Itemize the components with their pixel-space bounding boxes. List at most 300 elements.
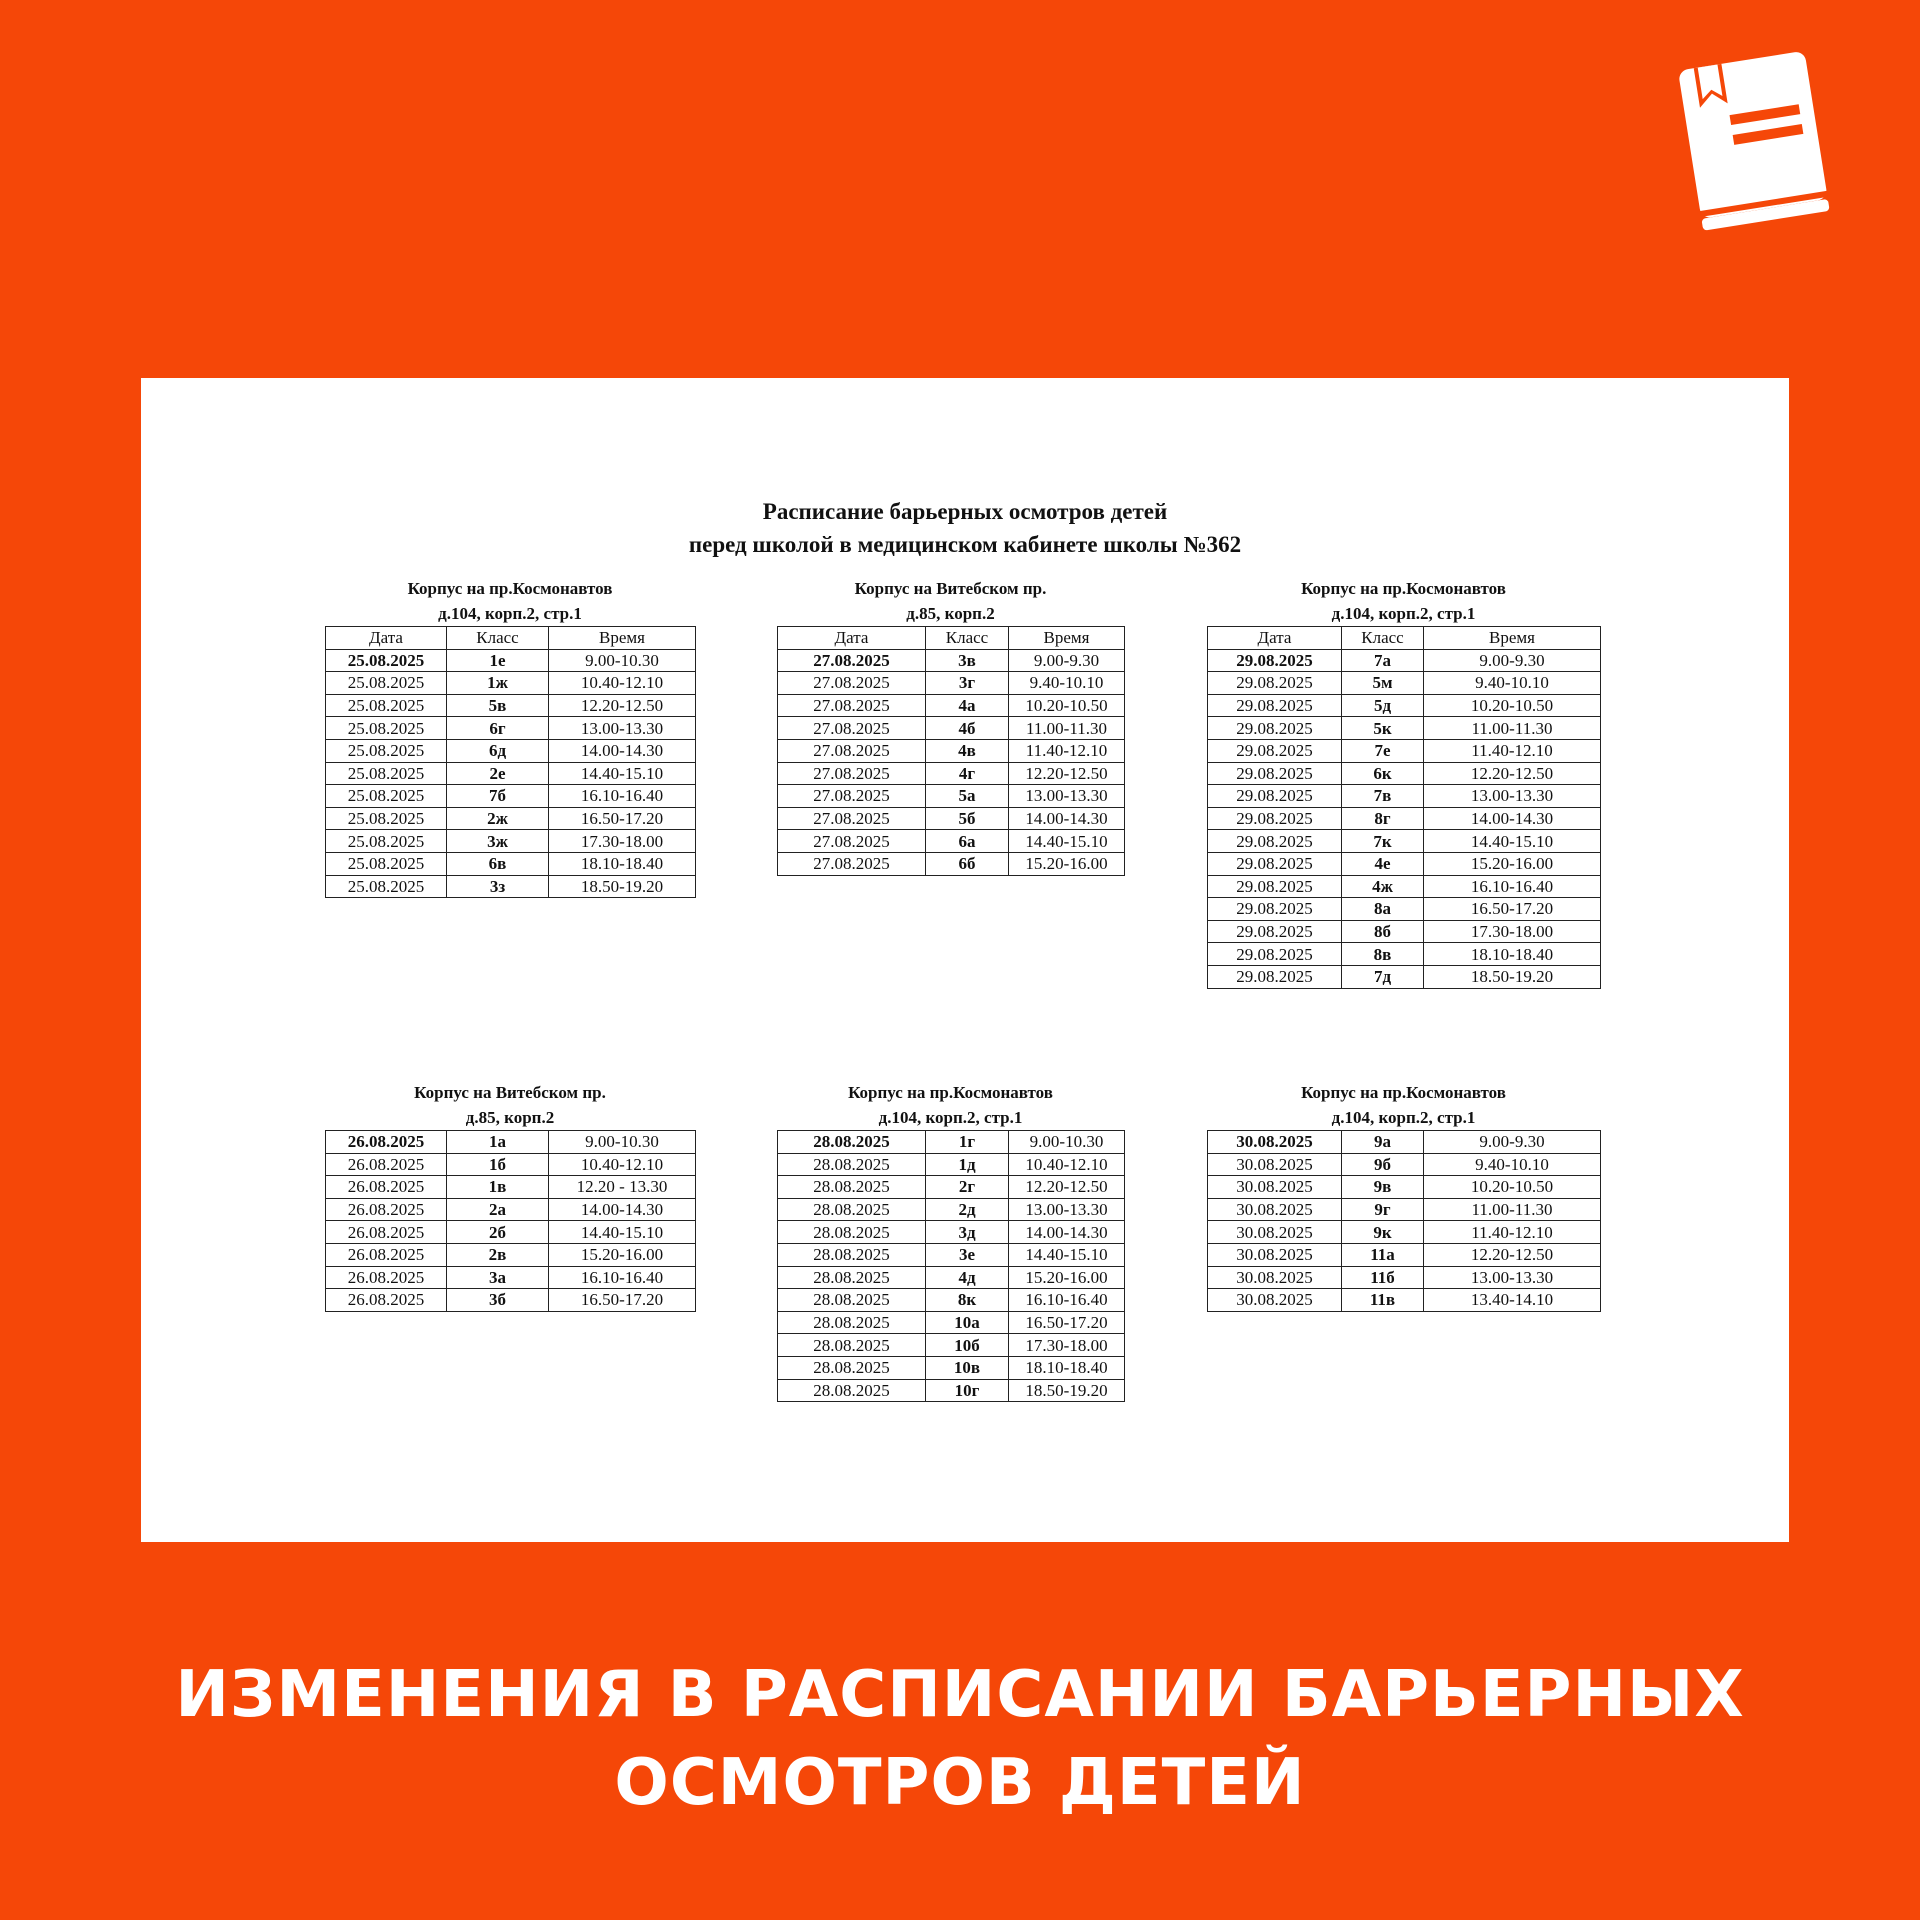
cell-class: 3д <box>926 1221 1009 1244</box>
cell-class: 8в <box>1342 943 1424 966</box>
cell-time: 12.20-12.50 <box>1424 762 1601 785</box>
cell-time: 11.40-12.10 <box>1009 739 1125 762</box>
table-row <box>1208 943 1601 966</box>
table-row <box>778 762 1125 785</box>
cell-date: 25.08.2025 <box>326 717 447 740</box>
cell-class: 10в <box>926 1356 1009 1379</box>
cell-class: 6к <box>1342 762 1424 785</box>
cell-date: 27.08.2025 <box>778 852 926 875</box>
table-row <box>778 672 1125 695</box>
cell-time: 14.00-14.30 <box>1009 807 1125 830</box>
cell-date: 25.08.2025 <box>326 785 447 808</box>
table-header-row <box>778 627 1125 650</box>
cell-date: 29.08.2025 <box>1208 672 1342 695</box>
table-row <box>326 649 696 672</box>
cell-date: 30.08.2025 <box>1208 1153 1342 1176</box>
schedule-table <box>777 626 1125 876</box>
cell-date: 28.08.2025 <box>778 1266 926 1289</box>
cell-time: 17.30-18.00 <box>549 830 696 853</box>
table-row <box>1208 1266 1601 1289</box>
cell-time: 14.40-15.10 <box>549 1221 696 1244</box>
cell-time: 16.10-16.40 <box>1424 875 1601 898</box>
cell-date: 25.08.2025 <box>326 807 447 830</box>
cell-time: 18.50-19.20 <box>549 875 696 898</box>
cell-date: 26.08.2025 <box>326 1266 447 1289</box>
cell-time: 14.40-15.10 <box>1424 830 1601 853</box>
cell-date: 28.08.2025 <box>778 1356 926 1379</box>
cell-date: 30.08.2025 <box>1208 1243 1342 1266</box>
cell-class: 9а <box>1342 1131 1424 1154</box>
table-row <box>1208 1131 1601 1154</box>
cell-time: 10.20-10.50 <box>1009 694 1125 717</box>
cell-time: 10.20-10.50 <box>1424 694 1601 717</box>
cell-time: 16.50-17.20 <box>1009 1311 1125 1334</box>
schedule-block-27-08 <box>777 576 1125 876</box>
cell-class: 6д <box>447 739 549 762</box>
cell-date: 30.08.2025 <box>1208 1266 1342 1289</box>
cell-date: 26.08.2025 <box>326 1198 447 1221</box>
cell-class: 6в <box>447 852 549 875</box>
cell-class: 4д <box>926 1266 1009 1289</box>
cell-time: 12.20-12.50 <box>1424 1243 1601 1266</box>
block-caption-line2: д.104, корп.2, стр.1 <box>1331 1108 1476 1127</box>
table-row <box>778 1334 1125 1357</box>
cell-time: 14.00-14.30 <box>1424 807 1601 830</box>
cell-time: 15.20-16.00 <box>1424 852 1601 875</box>
cell-time: 9.40-10.10 <box>1009 672 1125 695</box>
cell-date: 29.08.2025 <box>1208 739 1342 762</box>
cell-time: 16.10-16.40 <box>549 1266 696 1289</box>
cell-time: 9.40-10.10 <box>1424 672 1601 695</box>
table-row <box>1208 694 1601 717</box>
block-caption-line1: Корпус на Витебском пр. <box>854 579 1047 598</box>
column-header-time: Время <box>1424 627 1601 650</box>
cell-date: 29.08.2025 <box>1208 762 1342 785</box>
cell-class: 11в <box>1342 1289 1424 1312</box>
cell-class: 3г <box>926 672 1009 695</box>
cell-date: 28.08.2025 <box>778 1198 926 1221</box>
cell-date: 29.08.2025 <box>1208 965 1342 988</box>
cell-date: 27.08.2025 <box>778 649 926 672</box>
table-header-row <box>326 627 696 650</box>
cell-class: 3б <box>447 1289 549 1312</box>
table-row <box>326 739 696 762</box>
table-row <box>326 830 696 853</box>
cell-time: 17.30-18.00 <box>1424 920 1601 943</box>
cell-class: 6б <box>926 852 1009 875</box>
table-row <box>778 739 1125 762</box>
table-row <box>326 1289 696 1312</box>
cell-class: 10г <box>926 1379 1009 1402</box>
table-row <box>326 694 696 717</box>
schedule-table <box>1207 626 1601 989</box>
schedule-document <box>141 378 1789 1542</box>
cell-class: 2г <box>926 1176 1009 1199</box>
table-row <box>1208 965 1601 988</box>
cell-class: 5м <box>1342 672 1424 695</box>
cell-date: 26.08.2025 <box>326 1243 447 1266</box>
page-heading <box>0 1651 1920 1827</box>
cell-date: 27.08.2025 <box>778 694 926 717</box>
cell-date: 29.08.2025 <box>1208 694 1342 717</box>
cell-time: 14.40-15.10 <box>549 762 696 785</box>
cell-class: 5а <box>926 785 1009 808</box>
cell-time: 10.40-12.10 <box>549 672 696 695</box>
table-row <box>326 1243 696 1266</box>
table-row <box>326 1153 696 1176</box>
cell-date: 28.08.2025 <box>778 1334 926 1357</box>
cell-date: 26.08.2025 <box>326 1289 447 1312</box>
cell-class: 2в <box>447 1243 549 1266</box>
cell-class: 3в <box>926 649 1009 672</box>
table-row <box>1208 807 1601 830</box>
cell-date: 29.08.2025 <box>1208 649 1342 672</box>
cell-class: 1а <box>447 1131 549 1154</box>
cell-class: 1д <box>926 1153 1009 1176</box>
cell-class: 5д <box>1342 694 1424 717</box>
block-caption-line1: Корпус на пр.Космонавтов <box>407 579 613 598</box>
cell-date: 27.08.2025 <box>778 762 926 785</box>
cell-time: 16.50-17.20 <box>549 1289 696 1312</box>
table-row <box>778 1153 1125 1176</box>
cell-date: 28.08.2025 <box>778 1289 926 1312</box>
table-row <box>778 785 1125 808</box>
cell-class: 1в <box>447 1176 549 1199</box>
cell-date: 25.08.2025 <box>326 694 447 717</box>
cell-time: 13.00-13.30 <box>1009 785 1125 808</box>
table-row <box>326 1176 696 1199</box>
cell-class: 3е <box>926 1243 1009 1266</box>
block-caption-line2: д.104, корп.2, стр.1 <box>1331 604 1476 623</box>
schedule-table <box>1207 1130 1601 1312</box>
cell-class: 2е <box>447 762 549 785</box>
cell-date: 29.08.2025 <box>1208 920 1342 943</box>
table-row <box>1208 1198 1601 1221</box>
block-caption-line2: д.104, корп.2, стр.1 <box>878 1108 1023 1127</box>
schedule-table <box>325 1130 696 1312</box>
table-row <box>778 1221 1125 1244</box>
cell-time: 10.40-12.10 <box>1009 1153 1125 1176</box>
column-header-class: Класс <box>447 627 549 650</box>
table-row <box>778 694 1125 717</box>
cell-time: 16.50-17.20 <box>1424 898 1601 921</box>
cell-date: 25.08.2025 <box>326 830 447 853</box>
cell-time: 9.00-10.30 <box>549 649 696 672</box>
column-header-date: Дата <box>326 627 447 650</box>
cell-class: 11б <box>1342 1266 1424 1289</box>
cell-time: 11.00-11.30 <box>1424 1198 1601 1221</box>
cell-date: 28.08.2025 <box>778 1379 926 1402</box>
cell-date: 29.08.2025 <box>1208 852 1342 875</box>
column-header-time: Время <box>549 627 696 650</box>
cell-time: 13.00-13.30 <box>1424 785 1601 808</box>
cell-class: 5б <box>926 807 1009 830</box>
cell-class: 6а <box>926 830 1009 853</box>
cell-date: 29.08.2025 <box>1208 898 1342 921</box>
table-row <box>1208 649 1601 672</box>
table-header-row <box>1208 627 1601 650</box>
cell-class: 7е <box>1342 739 1424 762</box>
cell-time: 14.00-14.30 <box>549 1198 696 1221</box>
table-row <box>1208 875 1601 898</box>
cell-date: 27.08.2025 <box>778 830 926 853</box>
table-row <box>1208 739 1601 762</box>
cell-class: 7а <box>1342 649 1424 672</box>
schedule-block-25-08 <box>325 576 696 898</box>
cell-date: 25.08.2025 <box>326 739 447 762</box>
cell-time: 14.00-14.30 <box>549 739 696 762</box>
table-row <box>326 672 696 695</box>
document-title-line1: Расписание барьерных осмотров детей <box>762 499 1168 524</box>
block-caption-line1: Корпус на пр.Космонавтов <box>1301 1083 1506 1102</box>
cell-class: 4а <box>926 694 1009 717</box>
cell-date: 28.08.2025 <box>778 1311 926 1334</box>
cell-time: 15.20-16.00 <box>1009 1266 1125 1289</box>
table-row <box>1208 1289 1601 1312</box>
cell-class: 4б <box>926 717 1009 740</box>
table-row <box>326 1221 696 1244</box>
cell-class: 5в <box>447 694 549 717</box>
block-caption-line1: Корпус на Витебском пр. <box>414 1083 606 1102</box>
table-row <box>778 1266 1125 1289</box>
table-row <box>778 1379 1125 1402</box>
cell-date: 27.08.2025 <box>778 717 926 740</box>
table-row <box>1208 1176 1601 1199</box>
cell-time: 18.10-18.40 <box>549 852 696 875</box>
cell-date: 30.08.2025 <box>1208 1289 1342 1312</box>
cell-date: 26.08.2025 <box>326 1221 447 1244</box>
cell-date: 29.08.2025 <box>1208 807 1342 830</box>
cell-time: 15.20-16.00 <box>549 1243 696 1266</box>
cell-date: 29.08.2025 <box>1208 785 1342 808</box>
table-row <box>778 1356 1125 1379</box>
table-row <box>1208 920 1601 943</box>
document-title-line2: перед школой в медицинском кабинете школы №362 <box>688 532 1242 557</box>
book-bookmark-icon <box>1662 42 1842 242</box>
cell-class: 7в <box>1342 785 1424 808</box>
schedule-block-30-08 <box>1207 1080 1601 1312</box>
cell-time: 11.00-11.30 <box>1009 717 1125 740</box>
table-row <box>778 830 1125 853</box>
cell-time: 11.40-12.10 <box>1424 1221 1601 1244</box>
cell-class: 9к <box>1342 1221 1424 1244</box>
cell-class: 8к <box>926 1289 1009 1312</box>
cell-time: 11.00-11.30 <box>1424 717 1601 740</box>
table-row <box>326 852 696 875</box>
cell-class: 8г <box>1342 807 1424 830</box>
cell-date: 29.08.2025 <box>1208 717 1342 740</box>
cell-time: 18.10-18.40 <box>1424 943 1601 966</box>
cell-class: 5к <box>1342 717 1424 740</box>
cell-date: 28.08.2025 <box>778 1131 926 1154</box>
cell-time: 10.40-12.10 <box>549 1153 696 1176</box>
cell-class: 1г <box>926 1131 1009 1154</box>
cell-class: 7д <box>1342 965 1424 988</box>
cell-time: 10.20-10.50 <box>1424 1176 1601 1199</box>
cell-time: 14.40-15.10 <box>1009 1243 1125 1266</box>
table-row <box>326 762 696 785</box>
column-header-class: Класс <box>926 627 1009 650</box>
table-row <box>326 1266 696 1289</box>
cell-time: 17.30-18.00 <box>1009 1334 1125 1357</box>
cell-class: 11а <box>1342 1243 1424 1266</box>
column-header-date: Дата <box>778 627 926 650</box>
table-row <box>778 1176 1125 1199</box>
cell-class: 9г <box>1342 1198 1424 1221</box>
cell-date: 30.08.2025 <box>1208 1176 1342 1199</box>
cell-date: 28.08.2025 <box>778 1243 926 1266</box>
table-row <box>326 807 696 830</box>
cell-time: 12.20-12.50 <box>549 694 696 717</box>
table-row <box>1208 1153 1601 1176</box>
cell-class: 3а <box>447 1266 549 1289</box>
cell-time: 9.00-9.30 <box>1009 649 1125 672</box>
cell-class: 4г <box>926 762 1009 785</box>
cell-time: 14.00-14.30 <box>1009 1221 1125 1244</box>
cell-time: 13.40-14.10 <box>1424 1289 1601 1312</box>
cell-date: 29.08.2025 <box>1208 943 1342 966</box>
cell-time: 16.10-16.40 <box>1009 1289 1125 1312</box>
cell-time: 15.20-16.00 <box>1009 852 1125 875</box>
cell-date: 25.08.2025 <box>326 672 447 695</box>
cell-class: 1б <box>447 1153 549 1176</box>
table-row <box>326 1131 696 1154</box>
cell-time: 18.10-18.40 <box>1009 1356 1125 1379</box>
document-title <box>141 495 1789 561</box>
schedule-block-28-08 <box>777 1080 1125 1402</box>
schedule-table <box>777 1130 1125 1402</box>
cell-class: 1е <box>447 649 549 672</box>
table-row <box>778 852 1125 875</box>
cell-date: 27.08.2025 <box>778 807 926 830</box>
cell-date: 25.08.2025 <box>326 852 447 875</box>
cell-class: 2б <box>447 1221 549 1244</box>
block-caption-line1: Корпус на пр.Космонавтов <box>848 1083 1053 1102</box>
cell-class: 9в <box>1342 1176 1424 1199</box>
cell-time: 9.40-10.10 <box>1424 1153 1601 1176</box>
cell-time: 9.00-9.30 <box>1424 1131 1601 1154</box>
table-row <box>1208 672 1601 695</box>
cell-class: 1ж <box>447 672 549 695</box>
table-row <box>326 785 696 808</box>
schedule-block-26-08 <box>325 1080 696 1312</box>
cell-date: 26.08.2025 <box>326 1131 447 1154</box>
cell-date: 28.08.2025 <box>778 1221 926 1244</box>
block-caption-line2: д.85, корп.2 <box>465 1108 555 1127</box>
table-row <box>778 717 1125 740</box>
table-row <box>1208 830 1601 853</box>
table-row <box>1208 762 1601 785</box>
cell-class: 9б <box>1342 1153 1424 1176</box>
cell-date: 26.08.2025 <box>326 1153 447 1176</box>
cell-time: 14.40-15.10 <box>1009 830 1125 853</box>
cell-date: 28.08.2025 <box>778 1153 926 1176</box>
cell-class: 7б <box>447 785 549 808</box>
cell-class: 2а <box>447 1198 549 1221</box>
table-row <box>326 717 696 740</box>
cell-time: 12.20-12.50 <box>1009 762 1125 785</box>
table-row <box>778 1131 1125 1154</box>
column-header-date: Дата <box>1208 627 1342 650</box>
cell-time: 16.50-17.20 <box>549 807 696 830</box>
column-header-class: Класс <box>1342 627 1424 650</box>
cell-date: 25.08.2025 <box>326 875 447 898</box>
table-row <box>778 649 1125 672</box>
table-row <box>778 807 1125 830</box>
cell-class: 7к <box>1342 830 1424 853</box>
block-caption-line1: Корпус на пр.Космонавтов <box>1301 579 1506 598</box>
table-row <box>326 1198 696 1221</box>
cell-date: 30.08.2025 <box>1208 1198 1342 1221</box>
cell-time: 12.20 - 13.30 <box>549 1176 696 1199</box>
cell-class: 8а <box>1342 898 1424 921</box>
table-row <box>1208 852 1601 875</box>
cell-time: 9.00-9.30 <box>1424 649 1601 672</box>
cell-time: 9.00-10.30 <box>549 1131 696 1154</box>
cell-time: 18.50-19.20 <box>1424 965 1601 988</box>
cell-date: 29.08.2025 <box>1208 830 1342 853</box>
cell-date: 25.08.2025 <box>326 649 447 672</box>
cell-date: 27.08.2025 <box>778 785 926 808</box>
cell-time: 18.50-19.20 <box>1009 1379 1125 1402</box>
cell-time: 9.00-10.30 <box>1009 1131 1125 1154</box>
cell-class: 2ж <box>447 807 549 830</box>
table-row <box>1208 898 1601 921</box>
table-row <box>778 1289 1125 1312</box>
cell-date: 29.08.2025 <box>1208 875 1342 898</box>
cell-time: 11.40-12.10 <box>1424 739 1601 762</box>
cell-date: 30.08.2025 <box>1208 1221 1342 1244</box>
column-header-time: Время <box>1009 627 1125 650</box>
cell-class: 2д <box>926 1198 1009 1221</box>
table-row <box>1208 785 1601 808</box>
cell-class: 4е <box>1342 852 1424 875</box>
cell-time: 13.00-13.30 <box>549 717 696 740</box>
block-caption-line2: д.85, корп.2 <box>906 604 995 623</box>
cell-class: 4в <box>926 739 1009 762</box>
page-heading-line2: ОСМОТРОВ ДЕТЕЙ <box>614 1746 1306 1820</box>
schedule-block-29-08 <box>1207 576 1601 989</box>
cell-date: 27.08.2025 <box>778 739 926 762</box>
page-heading-line1: ИЗМЕНЕНИЯ В РАСПИСАНИИ БАРЬЕРНЫХ <box>175 1658 1745 1732</box>
cell-date: 30.08.2025 <box>1208 1131 1342 1154</box>
schedule-table <box>325 626 696 898</box>
table-row <box>326 875 696 898</box>
table-row <box>1208 1221 1601 1244</box>
cell-class: 10а <box>926 1311 1009 1334</box>
table-row <box>778 1243 1125 1266</box>
cell-class: 4ж <box>1342 875 1424 898</box>
table-row <box>778 1311 1125 1334</box>
table-row <box>778 1198 1125 1221</box>
cell-date: 28.08.2025 <box>778 1176 926 1199</box>
cell-date: 27.08.2025 <box>778 672 926 695</box>
cell-class: 6г <box>447 717 549 740</box>
cell-date: 25.08.2025 <box>326 762 447 785</box>
block-caption-line2: д.104, корп.2, стр.1 <box>438 604 582 623</box>
cell-class: 3ж <box>447 830 549 853</box>
cell-time: 12.20-12.50 <box>1009 1176 1125 1199</box>
cell-date: 26.08.2025 <box>326 1176 447 1199</box>
cell-class: 8б <box>1342 920 1424 943</box>
table-row <box>1208 717 1601 740</box>
cell-time: 16.10-16.40 <box>549 785 696 808</box>
cell-class: 10б <box>926 1334 1009 1357</box>
cell-time: 13.00-13.30 <box>1424 1266 1601 1289</box>
cell-time: 13.00-13.30 <box>1009 1198 1125 1221</box>
table-row <box>1208 1243 1601 1266</box>
cell-class: 3з <box>447 875 549 898</box>
